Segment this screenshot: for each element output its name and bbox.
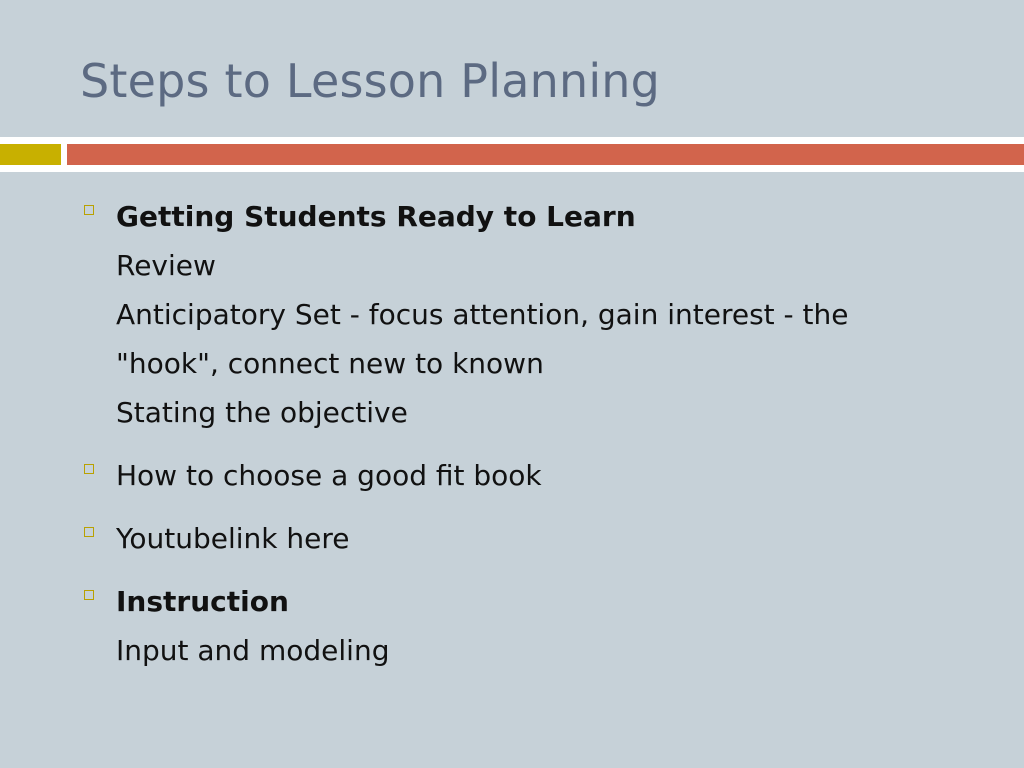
bullet-subline: Stating the objective	[116, 396, 408, 429]
bullet-text: Youtubelink here	[116, 522, 350, 555]
bullet-text: How to choose a good fit book	[116, 459, 542, 492]
bullet-square-icon	[84, 464, 94, 474]
divider-accent-yellow	[0, 144, 61, 165]
bullet-subline: "hook", connect new to known	[116, 347, 544, 380]
bullet-subline: Anticipatory Set - focus attention, gain interest - the	[116, 298, 849, 331]
bullet-heading: Getting Students Ready to Learn	[116, 200, 636, 233]
bullet-item	[84, 577, 984, 675]
bullet-item	[84, 192, 984, 437]
bullet-subline: Review	[116, 249, 216, 282]
title-divider-band	[0, 137, 1024, 172]
slide-title: Steps to Lesson Planning	[80, 54, 661, 108]
bullet-square-icon	[84, 590, 94, 600]
bullet-square-icon	[84, 205, 94, 215]
bullet-subline: Input and modeling	[116, 634, 390, 667]
bullet-square-icon	[84, 527, 94, 537]
bullet-heading: Instruction	[116, 585, 289, 618]
bullet-item	[84, 451, 984, 500]
divider-accent-red	[67, 144, 1024, 165]
bullet-item	[84, 514, 984, 563]
bullet-list	[84, 192, 984, 689]
